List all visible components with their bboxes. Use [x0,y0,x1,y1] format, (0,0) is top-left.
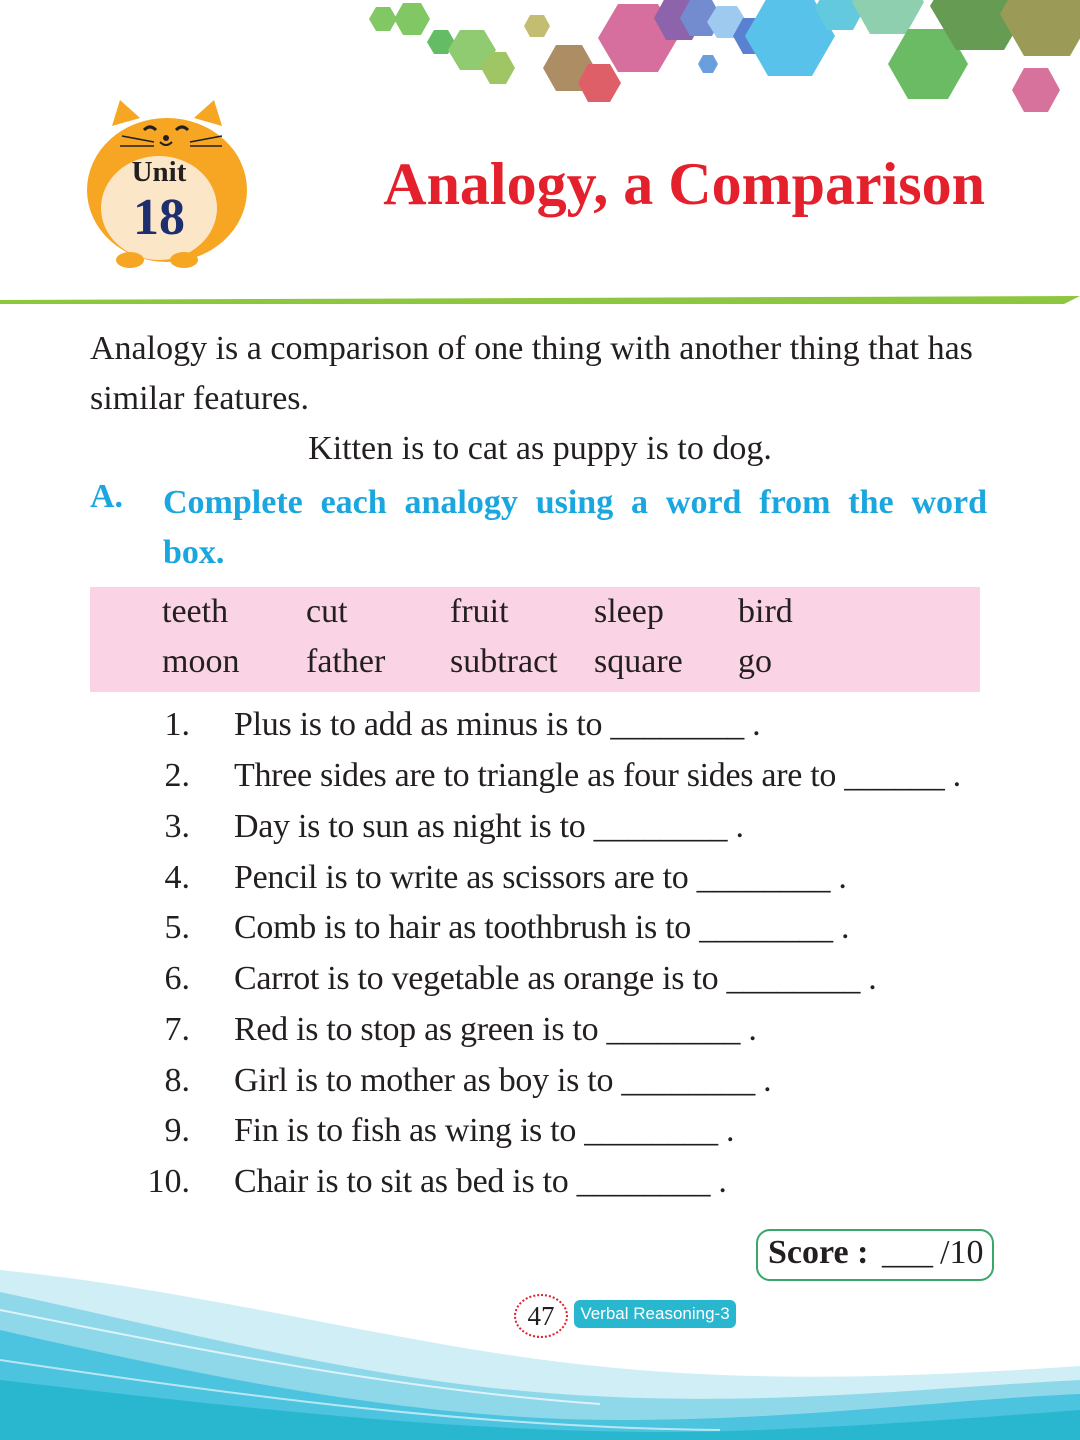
question-number: 5. [164,909,190,946]
question-text: Chair is to sit as bed is to ________ . [234,1163,727,1200]
word-box-item: cut [306,593,348,630]
question-text: Red is to stop as green is to ________ . [234,1011,757,1048]
question-number: 6. [164,960,190,997]
question-text: Girl is to mother as boy is to ________ . [234,1062,772,1099]
question-text: Plus is to add as minus is to ________ . [234,706,761,743]
question-number: 9. [164,1112,190,1149]
question-text: Day is to sun as night is to ________ . [234,808,744,845]
question-text: Pencil is to write as scissors are to ________ . [234,859,847,896]
question-number: 2. [164,757,190,794]
book-title-tag: Verbal Reasoning-3 [574,1300,736,1328]
question-text: Carrot is to vegetable as orange is to ________ . [234,960,877,997]
question-number: 10. [147,1163,190,1200]
page-title: Analogy, a Comparison [383,151,985,217]
page-number: 47 [514,1294,568,1338]
word-box-item: subtract [450,643,558,680]
word-box-item: bird [738,593,793,630]
intro-text: Analogy is a comparison of one thing with another thing that has similar features. [90,330,973,417]
word-box-item: moon [162,643,240,680]
question-number: 3. [164,808,190,845]
word-box [90,587,980,692]
question-text: Fin is to fish as wing is to ________ . [234,1112,735,1149]
word-box-item: fruit [450,593,509,630]
question-number: 1. [164,706,190,743]
question-number: 4. [164,859,190,896]
word-box-item: go [738,643,772,680]
word-box-item: square [594,643,683,680]
score-total: /10 [940,1234,984,1271]
question-text: Comb is to hair as toothbrush is to ________ . [234,909,850,946]
example-sentence: Kitten is to cat as puppy is to dog. [308,430,772,467]
section-letter: A. [90,478,124,515]
score-box [756,1229,994,1281]
title-divider [0,294,1080,308]
section-instruction: Complete each analogy using a word from the word box. [163,484,987,571]
word-box-item: sleep [594,593,664,630]
word-box-item: father [306,643,386,680]
question-text: Three sides are to triangle as four sides are to ______ . [234,757,961,794]
question-number: 8. [164,1062,190,1099]
word-box-item: teeth [162,593,229,630]
unit-number: 18 [133,189,185,246]
score-blank: ___ [882,1234,933,1271]
question-number: 7. [164,1011,190,1048]
unit-label: Unit [131,156,187,188]
score-label: Score : [768,1234,869,1271]
